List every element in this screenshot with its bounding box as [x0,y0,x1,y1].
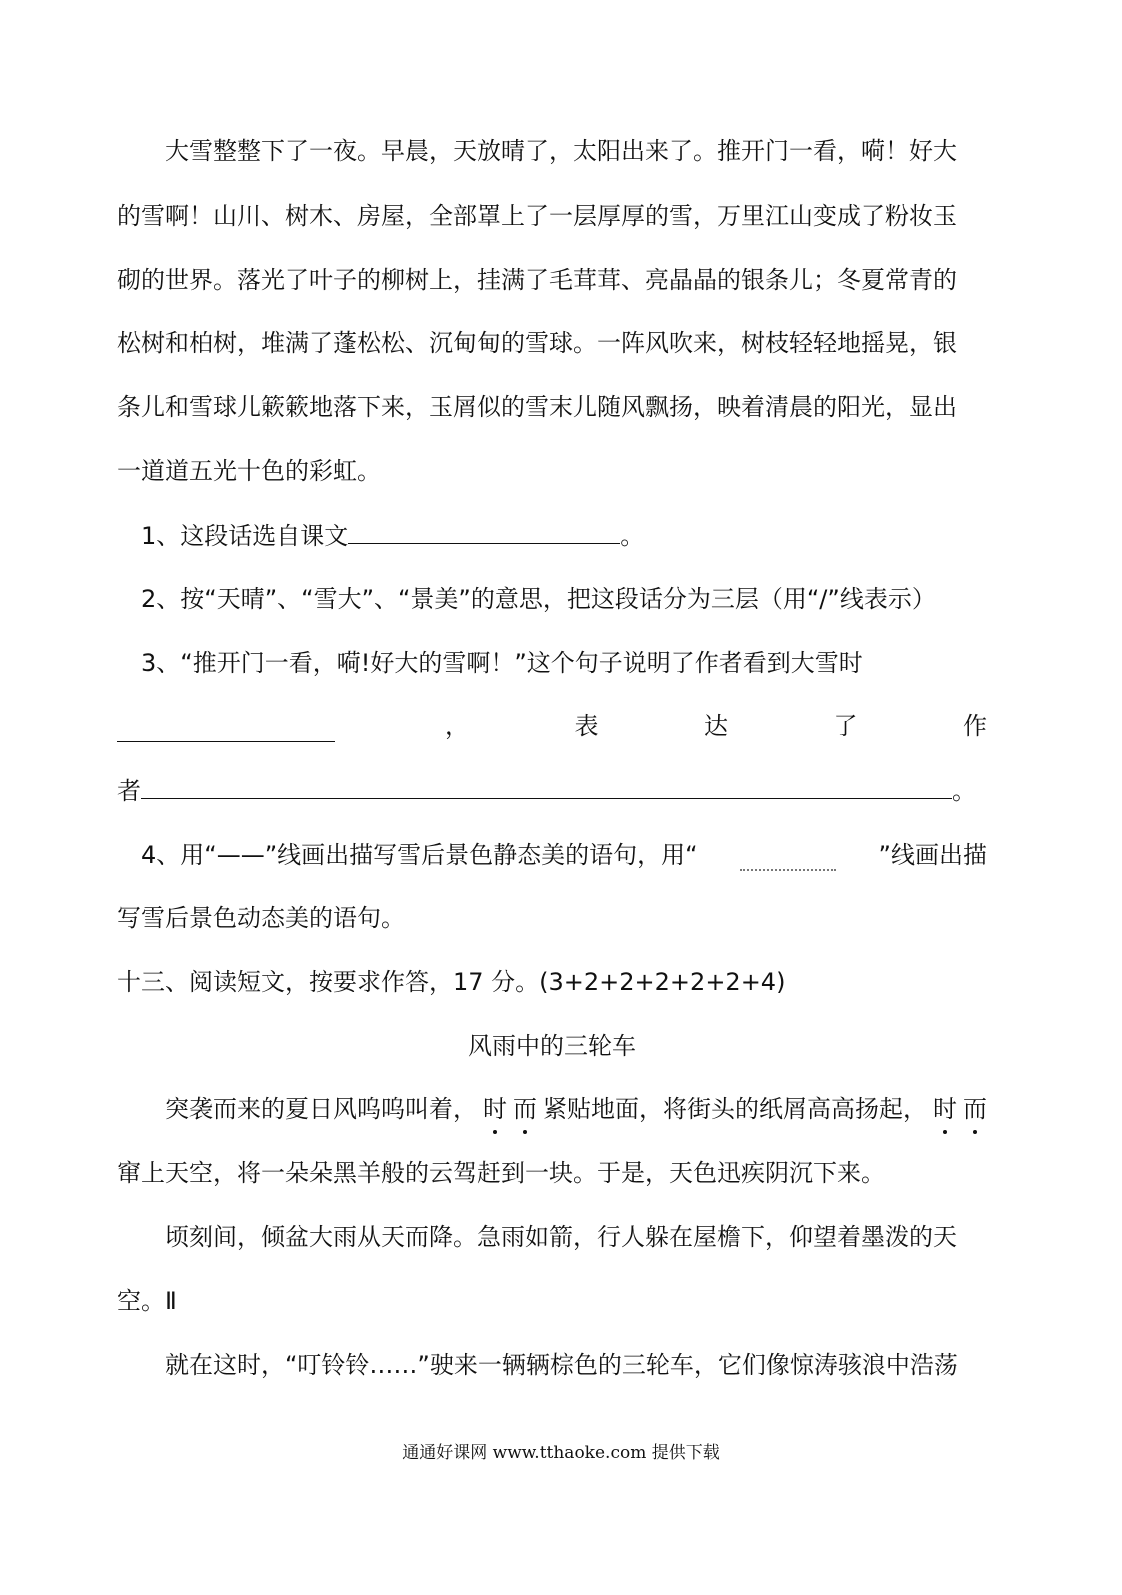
question-4-line-2: 写雪后景色动态美的语句。 [117,904,405,932]
question-4-part-2: ”线画出描 [878,841,987,869]
emphasis-dot-char-1: 时 [483,1095,507,1123]
emphasis-dot-char-2: 而 [513,1095,537,1123]
page-footer: 通通好课网 www.tthaoke.com 提供下载 [402,1443,720,1463]
passage1-line-3: 砌的世界。落光了叶子的柳树上，挂满了毛茸茸、亮晶晶的银条儿；冬夏常青的 [117,266,957,294]
question-1-text: 1、这段话选自课文 [141,522,349,550]
passage2-line-4: 空。Ⅱ [117,1287,177,1315]
question-3-line-3 [117,774,987,807]
question-3-word-3: 达 [704,712,728,740]
passage1-line-4: 松树和柏树，堆满了蓬松松、沉甸甸的雪球。一阵风吹来，树枝轻轻地摇晃，银 [117,329,957,357]
question-4-line-1 [141,839,987,871]
passage1-line-1: 大雪整整下了一夜。早晨，天放晴了，太阳出来了。推开门一看，嗬！好大 [165,137,957,165]
wavy-underline-sample [740,851,836,871]
section-13-heading: 十三、阅读短文，按要求作答，17 分。(3+2+2+2+2+2+4) [117,968,786,996]
passage1-line-2: 的雪啊！山川、树木、房屋，全部罩上了一层厚厚的雪，万里江山变成了粉妆玉 [117,202,957,230]
passage2-line-5: 就在这时，“叮铃铃……”驶来一辆辆棕色的三轮车，它们像惊涛骇浪中浩荡 [165,1351,958,1379]
passage1-line-5: 条儿和雪球儿簌簌地落下来，玉屑似的雪末儿随风飘扬，映着清晨的阳光，显出 [117,393,957,421]
passage2-line-1-b: 紧贴地面，将街头的纸屑高高扬起， [543,1095,927,1123]
question-3-line-1: 3、“推开门一看，嗬!好大的雪啊！”这个句子说明了作者看到大雪时 [141,649,863,677]
question-3-line-3-end: 。 [952,777,976,805]
question-1-end: 。 [620,522,645,550]
passage1-line-6: 一道道五光十色的彩虹。 [117,457,381,485]
passage-title: 风雨中的三轮车 [468,1032,636,1060]
question-3-word-4: 了 [833,712,858,740]
passage2-line-2: 窜上天空，将一朵朵黑羊般的云驾赶到一块。于是，天色迅疾阴沉下来。 [117,1159,885,1187]
passage2-line-3: 顷刻间，倾盆大雨从天而降。急雨如箭，行人躲在屋檐下，仰望着墨泼的天 [165,1223,957,1251]
question-3-line-2 [117,710,987,742]
emphasis-dot-char-3: 时 [933,1095,957,1123]
question-3-line-3-start: 者 [117,777,141,805]
question-3-word-5: 作 [963,712,987,740]
question-2: 2、按“天晴”、“雪大”、“景美”的意思，把这段话分为三层（用“/”线表示） [141,585,936,613]
question-1 [141,519,987,552]
question-3-word-1: ， [445,712,469,740]
question-4-part-1: 4、用“——”线画出描写雪后景色静态美的语句，用“ [141,841,698,869]
emphasis-dot-char-4: 而 [963,1095,987,1123]
question-3-word-2: 表 [574,712,599,740]
question-1-answer-blank[interactable] [348,519,620,544]
passage2-line-1-a: 突袭而来的夏日风呜呜叫着， [165,1095,477,1123]
question-3-answer-blank-2[interactable] [141,774,952,799]
question-3-answer-blank-1[interactable] [117,717,335,742]
passage2-line-1 [165,1093,987,1125]
